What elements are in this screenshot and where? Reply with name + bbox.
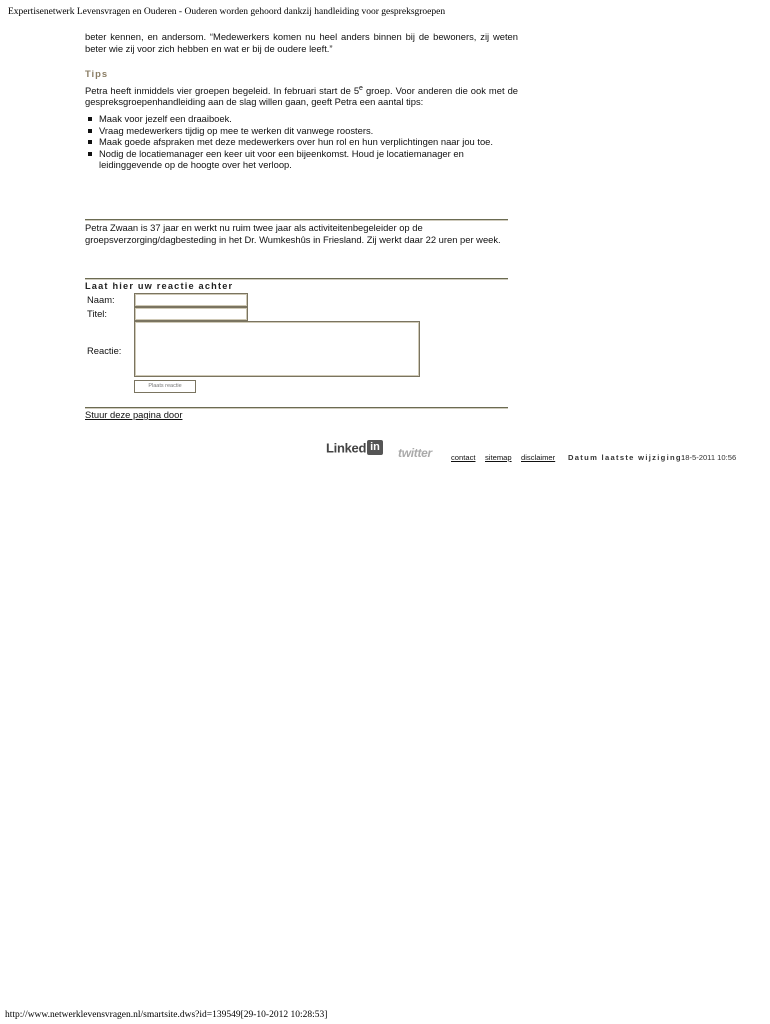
intro-paragraph: beter kennen, en andersom. “Medewerkers komen nu heel anders binnen bij de bewoners, zij weten beter wie zij voor zich hebben en wat er bij de oudere leeft.”: [85, 31, 518, 54]
reactie-textarea[interactable]: [134, 321, 420, 377]
tips-intro-text-start: Petra heeft inmiddels vier groepen begeleid. In februari start de 5: [85, 84, 360, 96]
print-footer-url: http://www.netwerklevensvragen.nl/smartsite.dws?id=139549[29-10-2012 10:28:53]: [5, 1010, 328, 1020]
last-modified-label: Datum laatste wijziging:: [568, 453, 686, 462]
divider: [85, 278, 508, 279]
linkedin-wordmark: Linked: [326, 440, 367, 456]
naam-label: Naam:: [87, 294, 115, 305]
tips-list: [85, 113, 518, 171]
author-bio: Petra Zwaan is 37 jaar en werkt nu ruim twee jaar als activiteitenbegeleider op de groepsverzorging/dagbesteding in het Dr. Wumkeshûs in Friesland. Zij werkt daar 22 uren per week.: [85, 222, 501, 245]
reactie-label: Reactie:: [87, 345, 122, 356]
contact-link[interactable]: contact: [451, 453, 476, 462]
footer-link-sitemap[interactable]: [485, 453, 512, 462]
list-item: Maak voor jezelf een draaiboek.: [99, 113, 518, 125]
disclaimer-link[interactable]: disclaimer: [521, 453, 556, 462]
list-item: Nodig de locatiemanager een keer uit voor een bijeenkomst. Houd je locatiemanager en leidinggevende op de hoogte over het verloop.: [99, 148, 518, 171]
divider: [85, 407, 508, 408]
list-item: Vraag medewerkers tijdig op mee te werken dit vanwege roosters.: [99, 125, 518, 137]
tips-intro-text-end: groep. Voor anderen die ook met de gespreksgroepenhandleiding aan de slag willen gaan, geeft Petra een aantal tips:: [85, 84, 519, 108]
linkedin-in-badge: in: [367, 440, 383, 455]
plaats-reactie-button[interactable]: Plaats reactie: [134, 380, 196, 393]
list-item: Maak goede afspraken met deze medewerkers over hun rol en hun verplichtingen naar jou toe.: [99, 136, 518, 148]
last-modified-value: 18-5-2011 10:56: [681, 453, 737, 462]
naam-input[interactable]: [134, 293, 248, 307]
divider: [85, 219, 508, 220]
stuur-pagina-door-link[interactable]: Stuur deze pagina door: [85, 409, 183, 420]
twitter-icon[interactable]: twitter: [398, 446, 432, 460]
footer-link-contact[interactable]: [451, 453, 475, 462]
tips-intro-paragraph: [85, 85, 518, 108]
titel-input[interactable]: [134, 307, 248, 321]
linkedin-icon[interactable]: [326, 439, 383, 457]
titel-label: Titel:: [87, 308, 107, 319]
tips-intro-superscript: e: [359, 84, 363, 92]
sitemap-link[interactable]: sitemap: [485, 453, 512, 462]
tips-heading: Tips: [85, 68, 109, 80]
print-header: Expertisenetwerk Levensvragen en Ouderen - Ouderen worden gehoord dankzij handleiding voor gespreksgroepen: [8, 7, 446, 17]
footer-link-disclaimer[interactable]: [521, 453, 555, 462]
reactie-form-heading: Laat hier uw reactie achter: [85, 281, 234, 291]
article-body: [85, 31, 518, 171]
